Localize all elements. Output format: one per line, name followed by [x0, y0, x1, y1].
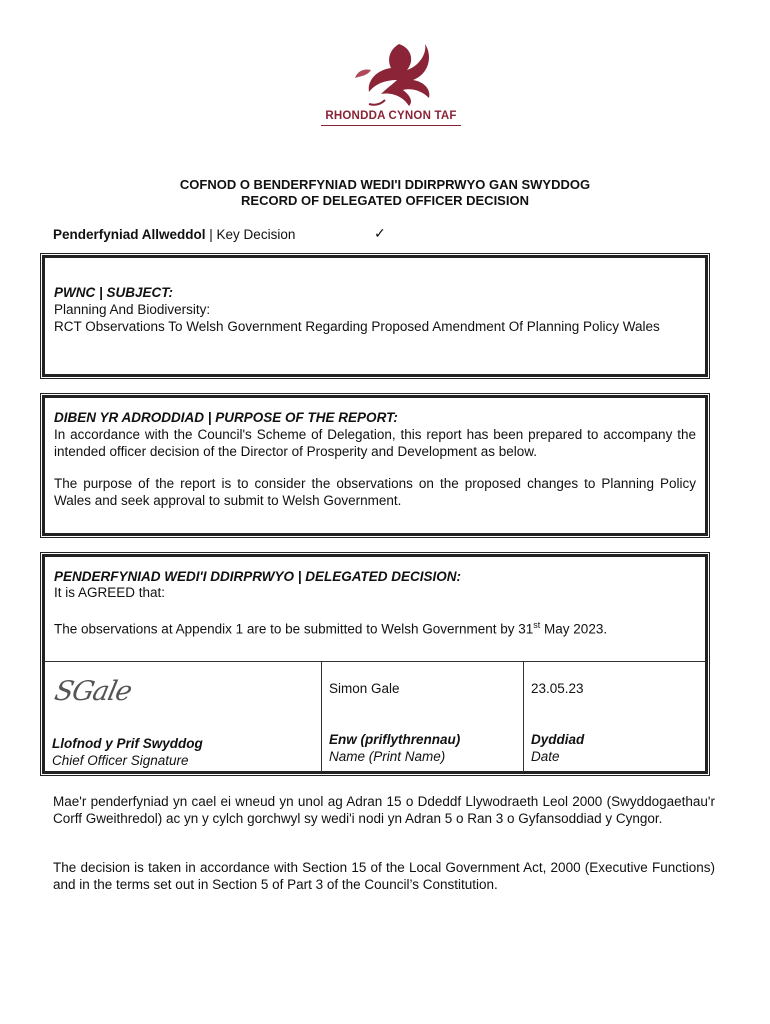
subject-line-1: Planning And Biodiversity:	[54, 302, 211, 317]
decision-box	[42, 554, 708, 774]
subject-heading: PWNC | SUBJECT:	[54, 285, 174, 300]
name-cell	[321, 662, 523, 772]
checkmark-icon: ✓	[374, 225, 386, 241]
purpose-paragraph-1: In accordance with the Council's Scheme of Delegation, this report has been prepared to accompany the intended officer decision of the Director of Prosperity and Development as below.	[54, 427, 696, 459]
title-welsh: COFNOD O BENDERFYNIAD WEDI'I DDIRPRWYO GAN SWYDDOG	[179, 177, 591, 192]
date-label-english: Date	[531, 749, 560, 764]
signature-label-english: Chief Officer Signature	[52, 753, 189, 768]
name-label-english: Name (Print Name)	[329, 749, 446, 764]
signature-label-welsh: Llofnod y Prif Swyddog	[52, 736, 203, 751]
key-decision-row	[53, 227, 295, 242]
name-value: Simon Gale	[329, 681, 400, 696]
date-cell	[523, 662, 705, 772]
signature-image: SGale	[51, 676, 135, 707]
signature-cell	[45, 662, 321, 772]
decision-superscript: st	[533, 620, 541, 630]
subject-box	[42, 255, 708, 377]
decision-text-after: May 2023.	[540, 621, 608, 637]
decision-heading: PENDERFYNIAD WEDI'I DDIRPRWYO | DELEGATED DECISION:	[54, 569, 462, 584]
title-english: RECORD OF DELEGATED OFFICER DECISION	[241, 193, 529, 208]
logo-underline	[321, 125, 461, 126]
decision-agreed: It is AGREED that:	[54, 585, 166, 600]
dragon-logo-icon	[341, 40, 441, 108]
key-decision-separator: |	[205, 227, 217, 242]
decision-text-before: The observations at Appendix 1 are to be submitted to Welsh Government by 31	[54, 621, 534, 637]
subject-line-2: RCT Observations To Welsh Government Regarding Proposed Amendment Of Planning Policy Wales	[54, 319, 660, 334]
key-decision-label-english: Key Decision	[216, 227, 296, 242]
date-label-welsh: Dyddiad	[531, 732, 585, 747]
council-logo	[316, 40, 466, 140]
logo-text: RHONDDA CYNON TAF	[325, 110, 457, 122]
purpose-box	[42, 395, 708, 536]
purpose-heading: DIBEN YR ADRODDIAD | PURPOSE OF THE REPORT:	[54, 410, 398, 425]
key-decision-label-welsh: Penderfyniad Allweddol	[53, 227, 206, 242]
name-label-welsh: Enw (priflythrennau)	[329, 732, 461, 747]
signature-table	[45, 661, 705, 771]
date-value: 23.05.23	[531, 681, 584, 696]
decision-statement	[54, 617, 696, 638]
purpose-paragraph-2: The purpose of the report is to consider the observations on the proposed changes to Planning Policy Wales and seek approval to submit to Welsh Government.	[54, 476, 696, 508]
english-legal-paragraph: The decision is taken in accordance with Section 15 of the Local Government Act, 2000 (Executive Functions) and in the terms set out in Section 5 of Part 3 of the Council’s Constitution.	[53, 860, 715, 892]
welsh-legal-paragraph: Mae'r penderfyniad yn cael ei wneud yn unol ag Adran 15 o Ddeddf Llywodraeth Leol 2000 (Swyddogaethau'r Corff Gweithredol) ac yn y cylch gorchwyl sy wedi'i nodi yn Adran 5 o Ran 3 o Gyfansoddiad y Cyngor.	[53, 794, 715, 826]
